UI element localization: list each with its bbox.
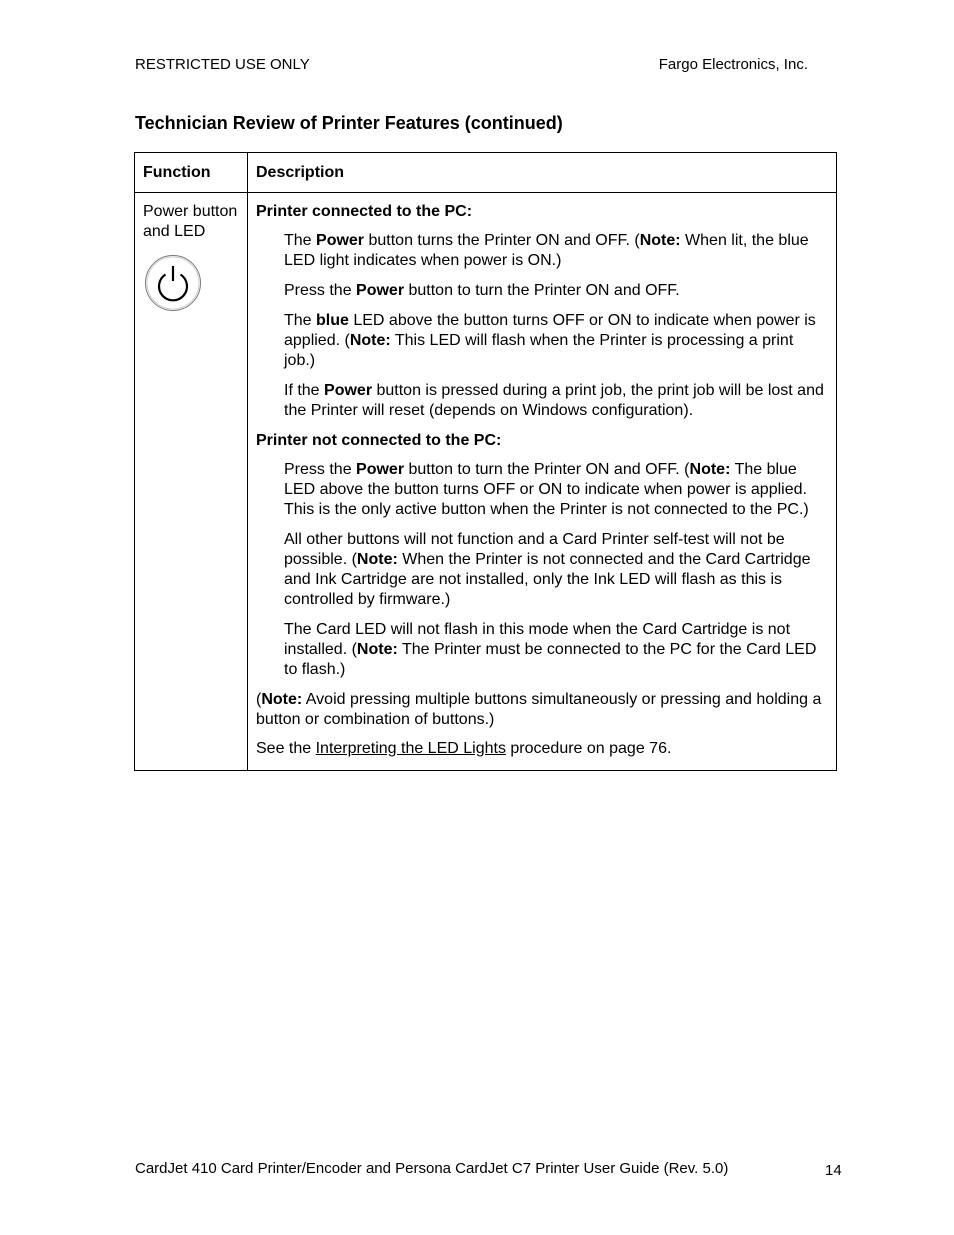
buttons-note: (Note: Avoid pressing multiple buttons simultaneously or pressing and holding a button or combination of buttons.) [256, 691, 822, 728]
connected-item: Press the Power button to turn the Printer ON and OFF. [284, 282, 680, 299]
function-label: Power button and LED [143, 203, 238, 240]
column-header-function: Function [135, 153, 248, 193]
section-title: Technician Review of Printer Features (continued) [135, 113, 563, 133]
see-also-text: See the Interpreting the LED Lights procedure on page 76. [256, 740, 672, 757]
column-header-description: Description [248, 153, 837, 193]
power-icon [144, 254, 202, 312]
features-table [134, 152, 837, 771]
description-cell [248, 193, 837, 771]
header-company-name: Fargo Electronics, Inc. [658, 56, 808, 73]
connected-item: If the Power button is pressed during a print job, the print job will be lost and the Printer will reset (depends on Windows configuration). [284, 382, 824, 419]
not-connected-item: The Card LED will not flash in this mode when the Card Cartridge is not installed. (Note: The Printer must be connected to the PC for the Card LED to flash.) [284, 621, 817, 678]
not-connected-item: Press the Power button to turn the Printer ON and OFF. (Note: The blue LED above the button turns OFF or ON to indicate when power is applied. This is the only active button when the Printer is not connected to the PC.) [284, 461, 809, 518]
table-row [135, 193, 837, 771]
not-connected-item: All other buttons will not function and a Card Printer self-test will not be possible. (Note: When the Printer is not connected and the Card Cartridge and Ink Cartridge are not installed, only the Ink LED will flash as this is controlled by firmware.) [284, 531, 811, 608]
header-restricted-label: RESTRICTED USE ONLY [135, 56, 310, 73]
footer-page-number: 14 [825, 1162, 842, 1179]
connected-item: The blue LED above the button turns OFF or ON to indicate when power is applied. (Note: This LED will flash when the Printer is processing a print job.) [284, 312, 816, 369]
connected-item: The Power button turns the Printer ON and OFF. (Note: When lit, the blue LED light indicates when power is ON.) [284, 232, 809, 269]
footer-guide-title: CardJet 410 Card Printer/Encoder and Persona CardJet C7 Printer User Guide (Rev. 5.0) [135, 1160, 729, 1177]
table-header-row [135, 153, 837, 193]
connected-heading: Printer connected to the PC: [256, 203, 473, 220]
interpreting-led-lights-link[interactable]: Interpreting the LED Lights [315, 740, 506, 757]
function-cell [135, 193, 248, 771]
not-connected-heading: Printer not connected to the PC: [256, 432, 502, 449]
